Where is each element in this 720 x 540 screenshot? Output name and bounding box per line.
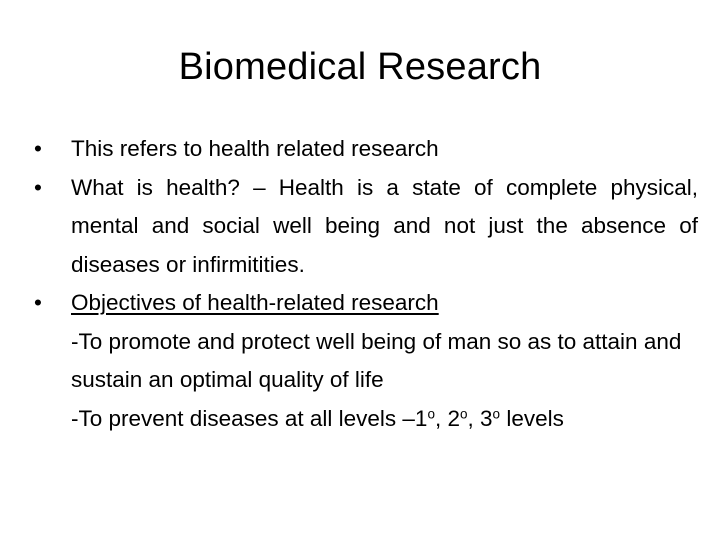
- superscript-o: o: [460, 406, 468, 422]
- bullet-marker: •: [34, 136, 42, 161]
- sub-item: [34, 323, 698, 400]
- sub-item-suffix: levels: [500, 405, 564, 431]
- superscript-o: o: [427, 406, 435, 422]
- sub-item-prefix: -To prevent diseases at all levels –1: [71, 405, 428, 431]
- bullet-marker: •: [34, 174, 42, 200]
- sub-item-mid: , 2: [434, 405, 460, 431]
- bullet-item: [34, 169, 698, 285]
- slide-title: Biomedical Research: [178, 46, 542, 88]
- bullet-item: [34, 284, 698, 323]
- sub-item: [34, 400, 698, 439]
- sub-item-mid: , 3: [467, 405, 493, 431]
- slide-content: [34, 130, 698, 438]
- bullet-text: What is health? – Health is a state of complete physical, mental and social well being and not just the absence of diseases or infirmitities.: [71, 174, 698, 277]
- bullet-text: This refers to health related research: [71, 136, 439, 161]
- bullet-marker: •: [34, 290, 42, 315]
- sub-item-text: -To promote and protect well being of man so as to attain and sustain an optimal quality of life: [71, 328, 682, 392]
- bullet-item: [34, 130, 698, 169]
- objectives-heading: Objectives of health-related research: [71, 290, 439, 315]
- superscript-o: o: [492, 406, 501, 422]
